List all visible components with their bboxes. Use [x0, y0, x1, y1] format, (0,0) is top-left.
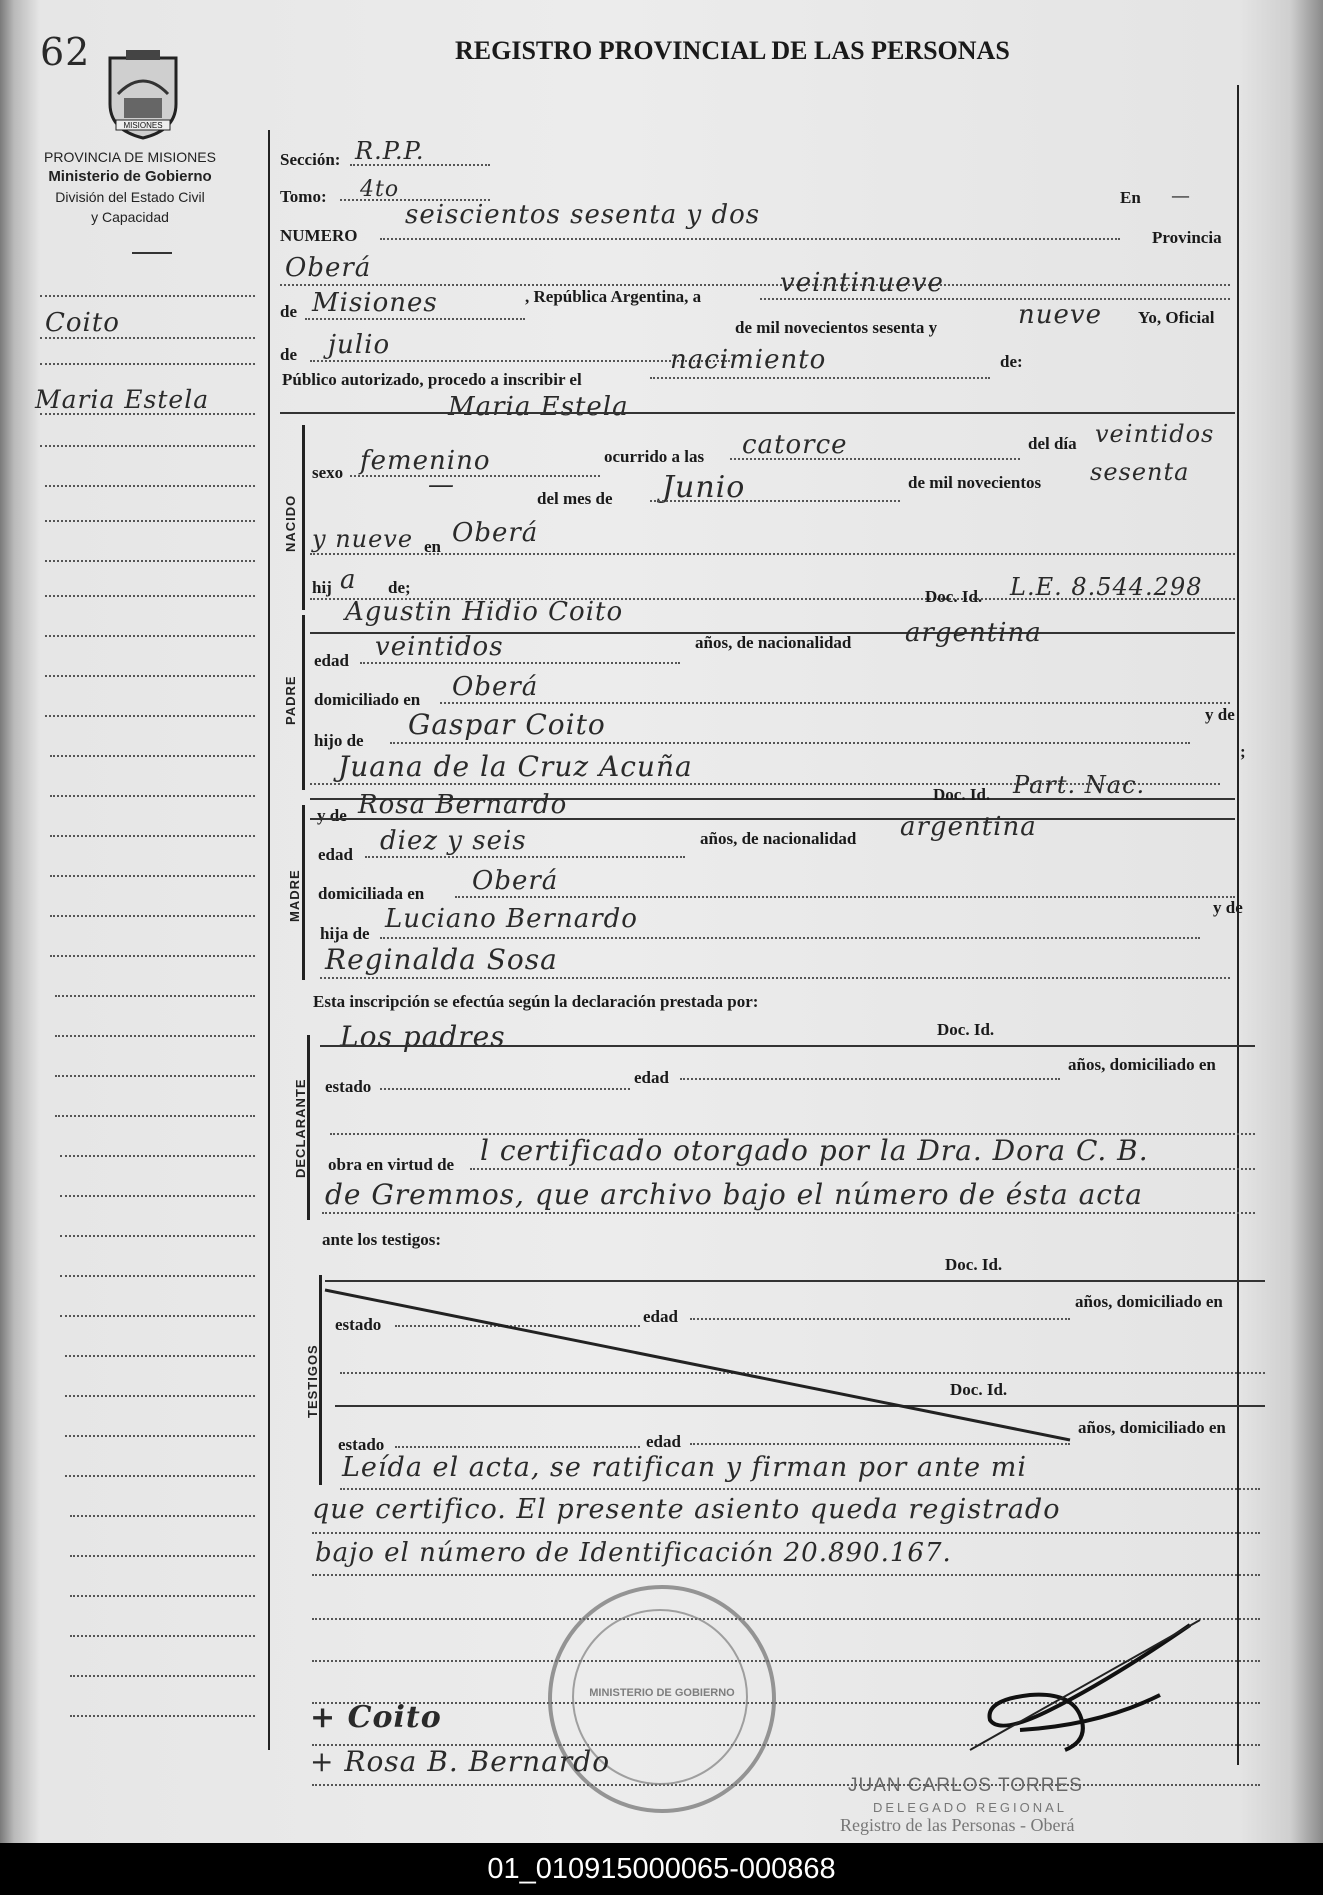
margin-surname: Coito: [45, 308, 120, 338]
declarante-anos-label: años, domiciliado en: [1068, 1055, 1216, 1074]
en-label: En: [1120, 188, 1141, 207]
madre-y-de-label: y de: [317, 806, 347, 825]
de-label: de: [280, 302, 297, 321]
issuer-line4: y Capacidad: [91, 209, 169, 225]
de-colon: de:: [1000, 352, 1023, 371]
ocurrido-label: ocurrido a las: [604, 447, 705, 466]
svg-text:MISIONES: MISIONES: [123, 121, 163, 130]
act-value: nacimiento: [670, 345, 827, 375]
right-frame: [1237, 85, 1239, 1765]
officer-title: DELEGADO REGIONAL: [873, 1800, 1068, 1815]
declarante-edad-label: edad: [634, 1068, 669, 1087]
padre-domicilio-value: Oberá: [452, 672, 539, 702]
month-value: julio: [328, 330, 391, 360]
nacido-dash: —: [428, 470, 455, 500]
official-stamp: [548, 1585, 776, 1813]
testigo1-anos-label: años, domiciliado en: [1075, 1292, 1223, 1311]
page-number: 62: [40, 30, 91, 74]
declarante-estado-label: estado: [325, 1077, 372, 1096]
sexo-label: sexo: [312, 463, 344, 482]
padre-label: PADRE: [283, 675, 298, 725]
del-dia-label: del día: [1028, 434, 1077, 453]
testigo1-doc-label: Doc. Id.: [945, 1255, 1003, 1274]
anio-value: sesenta: [1090, 458, 1190, 486]
lugar-value: Oberá: [452, 518, 539, 548]
hij-suffix: a: [340, 565, 357, 595]
madre-label: MADRE: [287, 869, 302, 922]
issuer-line1: PROVINCIA DE MISIONES: [44, 149, 216, 165]
anio-cont-value: y nueve: [312, 525, 414, 553]
declarante-name: Los padres: [340, 1020, 506, 1053]
padre-y-de-label: y de: [1205, 705, 1235, 724]
padre-hijo-label: hijo de: [314, 731, 364, 750]
padre-bracket: [302, 615, 305, 790]
padre-hijo-value: Gaspar Coito: [408, 708, 606, 741]
del-mes-label: del mes de: [537, 489, 613, 508]
madre-nacionalidad-label: años, de nacionalidad: [700, 829, 857, 848]
declarante-doc-label: Doc. Id.: [937, 1020, 995, 1039]
scan-footer: [0, 1843, 1323, 1895]
provincia-label: Provincia: [1152, 228, 1222, 247]
mil-text: de mil novecientos sesenta y: [735, 318, 938, 337]
seccion-value: R.P.P.: [355, 137, 425, 165]
dia-value: veintidos: [1095, 420, 1215, 448]
padre-nacionalidad-label: años, de nacionalidad: [695, 633, 852, 652]
page-title: REGISTRO PROVINCIAL DE LAS PERSONAS: [455, 36, 1010, 65]
issuer-line3: División del Estado Civil: [55, 189, 205, 205]
year-value: nueve: [1018, 300, 1102, 330]
en-label: en: [424, 537, 441, 556]
madre-domicilio-label: domiciliada en: [318, 884, 425, 903]
nacido-label: NACIDO: [283, 494, 298, 552]
mil-label: de mil novecientos: [908, 473, 1042, 492]
de-label: de;: [388, 578, 411, 597]
madre-hija-value: Luciano Bernardo: [385, 904, 638, 934]
issuer-block: [20, 147, 240, 227]
numero-value: seiscientos sesenta y dos: [405, 200, 761, 230]
margin-given-names: Maria Estela: [35, 385, 210, 414]
place-value: Oberá: [285, 253, 372, 283]
testigo1-edad-label: edad: [643, 1307, 678, 1326]
declarante-label: DECLARANTE: [293, 1078, 308, 1178]
oficial-text: Yo, Oficial: [1138, 308, 1215, 327]
madre-doc-value: Part. Nac.: [1013, 771, 1146, 799]
numero-label: NUMERO: [280, 226, 358, 245]
seccion-label: Sección:: [280, 150, 341, 169]
padre-edad-value: veintidos: [375, 632, 504, 662]
officer-signature-icon: [960, 1600, 1210, 1760]
margin-divider: [268, 130, 270, 1750]
madre-name: Rosa Bernardo: [358, 790, 568, 820]
mes-value: Junio: [662, 470, 746, 505]
signature-mother: + Rosa B. Bernardo: [310, 1745, 611, 1778]
obra-value-1: l certificado otorgado por la Dra. Dora C. B.: [480, 1134, 1149, 1167]
nacido-bracket: [302, 425, 305, 610]
hij-label: hij: [312, 578, 332, 597]
padre-madre-value: Juana de la Cruz Acuña: [338, 750, 693, 783]
testigo2-estado-label: estado: [338, 1435, 385, 1454]
declaracion-intro: Esta inscripción se efectúa según la declaración prestada por:: [313, 992, 759, 1011]
obra-label: obra en virtud de: [328, 1155, 455, 1174]
madre-edad-label: edad: [318, 845, 353, 864]
padre-edad-label: edad: [314, 651, 349, 670]
cancel-stroke: [320, 1285, 1080, 1445]
madre-nacionalidad-value: argentina: [900, 812, 1037, 842]
padre-semicolon: ;: [1240, 742, 1246, 761]
padre-doc-label: Doc. Id.: [925, 587, 983, 606]
tomo-value: 4to: [360, 177, 400, 202]
madre-hija-label: hija de: [320, 924, 370, 943]
officer-name: JUAN CARLOS TORRES: [848, 1775, 1083, 1796]
padre-doc-value: L.E. 8.544.298: [1010, 573, 1203, 601]
testigo2-edad-label: edad: [646, 1432, 681, 1451]
closing-line1: Leída el acta, se ratifican y firman por ante mi: [342, 1452, 1027, 1483]
padre-name: Agustin Hidio Coito: [345, 597, 624, 627]
hora-value: catorce: [742, 430, 848, 460]
testigo2-anos-label: años, domiciliado en: [1078, 1418, 1226, 1437]
madre-doc-label: Doc. Id.: [933, 785, 991, 804]
publico-text: Público autorizado, procedo a inscribir el: [282, 370, 582, 389]
closing-line2: que certifico. El presente asiento queda registrado: [312, 1494, 1061, 1525]
madre-edad-value: diez y seis: [380, 826, 527, 856]
en-value: —: [1172, 186, 1189, 205]
officer-office: Registro de las Personas - Oberá: [840, 1815, 1075, 1835]
signature-father: + Coito: [310, 1700, 442, 1735]
testigo1-estado-label: estado: [335, 1315, 382, 1334]
subject-name: Maria Estela: [448, 392, 629, 422]
madre-bracket: [302, 805, 305, 980]
issuer-line2: Ministerio de Gobierno: [48, 168, 212, 185]
madre-domicilio-value: Oberá: [472, 866, 559, 896]
obra-value-2: de Gremmos, que archivo bajo el número de ésta acta: [325, 1178, 1143, 1211]
madre-madre-value: Reginalda Sosa: [325, 943, 558, 976]
province-value: Misiones: [312, 288, 438, 318]
de-label-2: de: [280, 345, 297, 364]
closing-line3: bajo el número de Identificación 20.890.167.: [315, 1538, 952, 1568]
padre-nacionalidad-value: argentina: [905, 618, 1042, 648]
sexo-value: femenino: [360, 446, 491, 476]
stamp-text: MINISTERIO DE GOBIERNO: [589, 1687, 735, 1699]
testigos-label: TESTIGOS: [305, 1344, 320, 1418]
province-emblem-icon: [102, 48, 184, 140]
republica-text: , República Argentina, a: [525, 287, 702, 306]
padre-domicilio-label: domiciliado en: [314, 690, 421, 709]
day-value: veintinueve: [780, 268, 944, 298]
testigos-intro: ante los testigos:: [322, 1230, 441, 1249]
file-id: 01_010915000065-000868: [487, 1853, 836, 1885]
madre-y-de2-label: y de: [1213, 898, 1243, 917]
tomo-label: Tomo:: [280, 187, 327, 206]
testigo2-doc-label: Doc. Id.: [950, 1380, 1008, 1399]
